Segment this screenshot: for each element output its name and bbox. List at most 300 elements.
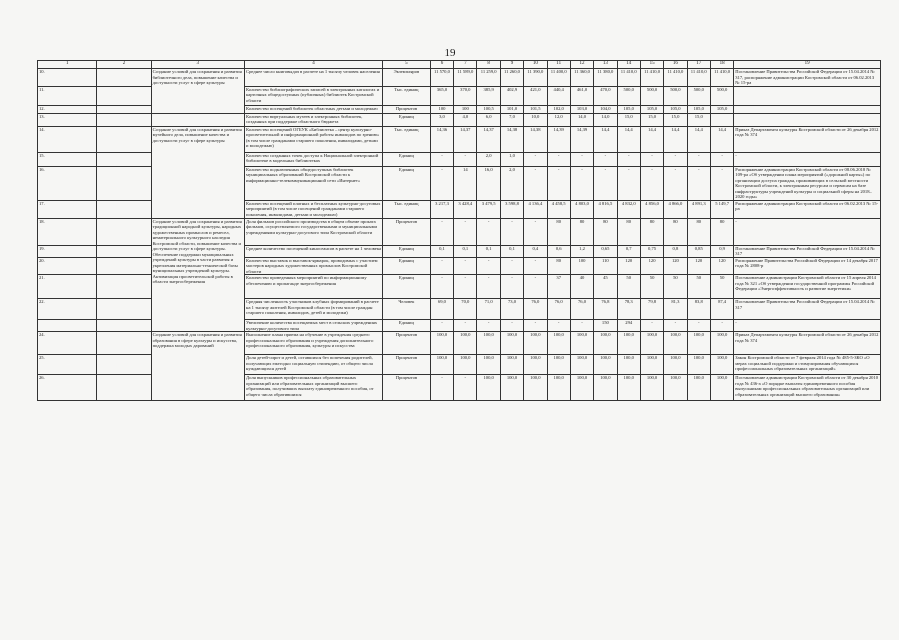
indicator-value: 4,0 — [454, 113, 477, 126]
indicator-name: Увеличение количества посещаемых мест в сельских учреждениях культурно-досугового типа — [245, 320, 383, 332]
indicator-name: Среднее количество посещений киносеансов в расчете на 1 человека — [245, 245, 383, 257]
indicator-value: 100,0 — [430, 355, 453, 375]
indicator-value: 461,0 — [570, 86, 593, 105]
indicator-value: 0,1 — [477, 245, 500, 257]
column-number: 11 — [547, 61, 570, 69]
indicator-value: 45 — [594, 275, 617, 299]
indicator-value: 14,4 — [640, 126, 663, 152]
indicator-value: 11 259,0 — [477, 69, 500, 87]
indicator-value: 50 — [710, 275, 733, 299]
indicator-value: 11 589,0 — [454, 69, 477, 87]
column-number: 3 — [151, 61, 244, 69]
unit-of-measure: Единиц — [383, 113, 431, 126]
table-row — [38, 332, 881, 355]
indicator-value: - — [617, 166, 640, 200]
unit-of-measure: Человек — [383, 299, 431, 320]
legal-basis: Распоряжение администрации Костромской области от 06.02.2013 № 15-ра — [734, 200, 881, 218]
indicator-name: Доля выпускников профессиональных образовательных организаций или образовательных организаций высшего образования, получивших выплату единовременного пособия, от общего числа обратившихся — [245, 375, 383, 401]
column-2-cell — [97, 355, 151, 375]
indicator-value: 80 — [547, 218, 570, 245]
indicator-value: 100,0 — [640, 375, 663, 401]
indicator-value: 0,8 — [664, 245, 687, 257]
indicator-value: 76,0 — [524, 299, 547, 320]
row-number: 18. — [38, 218, 97, 245]
indicator-value: - — [454, 275, 477, 299]
table-row — [38, 126, 881, 152]
indicator-value: 100,0 — [570, 332, 593, 355]
legal-basis: Постановление Правительства Российской Федерации от 15.04.2014 № 317, распоряжение администрации Костромской области от 06.02.2013 № 15-ра — [734, 69, 881, 87]
indicator-value: 294 — [617, 320, 640, 332]
legal-basis: Приказ Департамента культуры Костромской области от 26 декабря 2012 года № 374 — [734, 332, 881, 355]
column-2-cell — [97, 299, 151, 320]
indicator-value: 100,0 — [710, 375, 733, 401]
indicator-value: 120 — [687, 257, 710, 275]
indicator-value: 4 832,0 — [617, 200, 640, 218]
unit-of-measure: Процентов — [383, 332, 431, 355]
unit-of-measure: Единиц — [383, 152, 431, 166]
column-number: 10 — [524, 61, 547, 69]
indicator-value: 2,0 — [477, 152, 500, 166]
indicator-value: 4 891,3 — [687, 200, 710, 218]
indicator-value: 100,0 — [454, 332, 477, 355]
indicator-value: 15,0 — [664, 113, 687, 126]
legal-basis: Постановление администрации Костромской области от 15 апреля 2014 года № 321 «Об утверждении государственной программы Российской Федерации «Энергоэффективность и развитие энергетики» — [734, 275, 881, 299]
indicator-value: - — [524, 152, 547, 166]
indicator-value: 110 — [594, 257, 617, 275]
indicator-value: 0,4 — [524, 245, 547, 257]
indicator-value: 100,0 — [640, 355, 663, 375]
indicator-value: - — [594, 152, 617, 166]
row-number: 13. — [38, 113, 97, 126]
task-group-cell: Создание условий для сохранения и развития музейного дела, повышение качества и доступности услуг в сфере культуры — [151, 126, 244, 218]
column-number: 4 — [245, 61, 383, 69]
indicator-value: 3,0 — [430, 113, 453, 126]
indicator-value: 365,0 — [430, 86, 453, 105]
indicator-value: - — [454, 320, 477, 332]
indicator-value: - — [640, 152, 663, 166]
indicator-value: 50 — [617, 275, 640, 299]
column-number: 9 — [500, 61, 523, 69]
legal-basis: Постановление Правительства Российской Федерации от 15.04.2014 № 317 — [734, 245, 881, 257]
column-number: 1 — [38, 61, 97, 69]
indicator-value: - — [640, 320, 663, 332]
column-2-cell — [97, 126, 151, 152]
indicator-value: 4 458,5 — [547, 200, 570, 218]
indicator-value: 100,0 — [594, 375, 617, 401]
column-number: 12 — [570, 61, 593, 69]
row-number — [38, 320, 97, 332]
table-row — [38, 113, 881, 126]
indicator-value: 105,0 — [640, 105, 663, 113]
indicator-value: 100,0 — [640, 332, 663, 355]
indicator-value: - — [477, 275, 500, 299]
indicator-value: 14,4 — [687, 126, 710, 152]
indicator-name: Количество посещений ОГБУК «Библиотека – центр культурно-просветительной и информационной работы инвалидов по зрению» (в том числе гражданами старшего поколения, инвалидами, детьми и молодежью) — [245, 126, 383, 152]
table-body — [38, 69, 881, 401]
page-number: 19 — [444, 47, 456, 59]
task-group-cell: Создание условий для сохранения и развития образования в сфере культуры и искусства, поддержка молодых дарований — [151, 332, 244, 401]
table-row — [38, 69, 881, 87]
indicator-value: 14,38 — [524, 126, 547, 152]
column-number: 6 — [430, 61, 453, 69]
indicator-value: - — [710, 320, 733, 332]
indicator-value: 76,0 — [570, 299, 593, 320]
indicator-value: 3 598,8 — [500, 200, 523, 218]
indicator-name: Доля фильмов российского производства в общем объеме проката фильмов, осуществляемого государственными и муниципальными учреждениями культурно-досугового типа Костромской области — [245, 218, 383, 245]
indicator-value: 150 — [594, 320, 617, 332]
indicator-value: 2,0 — [500, 166, 523, 200]
row-number: 22. — [38, 299, 97, 320]
row-number: 19. — [38, 245, 97, 257]
indicator-name: Доля детей-сирот и детей, оставшихся без попечения родителей, получающих ежегодно социальную стипендию, от общего числа нуждающихся детей — [245, 355, 383, 375]
indicator-value: 500,0 — [710, 86, 733, 105]
indicator-value: 100,0 — [687, 332, 710, 355]
column-2-cell — [97, 113, 151, 126]
indicator-value: 4 856,0 — [640, 200, 663, 218]
indicator-value: 3 428,4 — [454, 200, 477, 218]
legal-basis: Закон Костромской области от 7 февраля 2014 года № 485-5-ЗКО «О мерах социальной поддержки и стимулирования обучающихся профессиональных образовательных организаций» — [734, 355, 881, 375]
column-number: 17 — [687, 61, 710, 69]
indicator-name: Количество подключенных общедоступных библиотек муниципальных образований Костромской области к информационно-телекоммуникационной сети «Интернет» — [245, 166, 383, 200]
column-2-cell — [97, 200, 151, 218]
indicator-value: 14,37 — [454, 126, 477, 152]
column-2-cell — [97, 69, 151, 87]
indicator-value: 15,0 — [640, 113, 663, 126]
indicator-value: - — [430, 320, 453, 332]
row-number: 17. — [38, 200, 97, 218]
indicator-value: - — [570, 166, 593, 200]
indicator-value: - — [687, 152, 710, 166]
indicator-value: - — [710, 152, 733, 166]
indicator-value: 0,1 — [454, 245, 477, 257]
indicator-value: 14,4 — [664, 126, 687, 152]
indicator-value: 40 — [570, 275, 593, 299]
column-2-cell — [97, 245, 151, 257]
indicator-value: 0,6 — [547, 245, 570, 257]
indicator-value: 11 390,0 — [524, 69, 547, 87]
indicator-value: 100,0 — [547, 355, 570, 375]
indicator-value: 80 — [664, 218, 687, 245]
indicator-value: - — [477, 257, 500, 275]
indicator-value: 80 — [594, 218, 617, 245]
column-2-cell — [97, 257, 151, 275]
indicator-value: 1,2 — [570, 245, 593, 257]
indicator-value: 80 — [710, 218, 733, 245]
indicator-value: 100,0 — [617, 355, 640, 375]
indicator-value: 5 149,7 — [710, 200, 733, 218]
unit-of-measure: Процентов — [383, 105, 431, 113]
indicator-value: 100,0 — [617, 375, 640, 401]
row-number: 20. — [38, 257, 97, 275]
indicator-name: Выполнение плана приема на обучение в учреждения среднего профессионального образования и учреждения дополнительного профессионального образования, культуры и искусства — [245, 332, 383, 355]
indicator-value: 14,4 — [594, 126, 617, 152]
row-number: 26. — [38, 375, 97, 401]
row-number: 25. — [38, 355, 97, 375]
indicator-value: - — [664, 152, 687, 166]
indicator-value: 100,0 — [617, 332, 640, 355]
indicator-value: 4 803,0 — [570, 200, 593, 218]
column-number: 2 — [97, 61, 151, 69]
indicator-value: 71,0 — [477, 299, 500, 320]
indicator-value: - — [430, 375, 453, 401]
row-number: 14. — [38, 126, 97, 152]
indicator-value: 0,9 — [710, 245, 733, 257]
indicator-value: - — [547, 152, 570, 166]
indicator-value: - — [454, 375, 477, 401]
indicator-value: 14,4 — [617, 126, 640, 152]
unit-of-measure: Тыс. единиц — [383, 126, 431, 152]
indicator-value: 80 — [640, 218, 663, 245]
indicator-value: - — [500, 320, 523, 332]
indicator-value: 100,0 — [710, 332, 733, 355]
column-number: 13 — [594, 61, 617, 69]
indicator-value: 11 410,0 — [617, 69, 640, 87]
indicator-value: 470,0 — [594, 86, 617, 105]
indicator-value: 11 380,0 — [594, 69, 617, 87]
indicators-table — [37, 60, 881, 401]
legal-basis — [734, 105, 881, 113]
indicator-name: Количество посещений платных и бесплатных культурно-досуговых мероприятий (в том числе посещений гражданами старшего поколения, инвалидами, детьми и молодежью) — [245, 200, 383, 218]
indicator-value: 500,0 — [687, 86, 710, 105]
indicator-value: 0,85 — [687, 245, 710, 257]
indicator-value: 11 260,0 — [500, 69, 523, 87]
indicator-value: 105,0 — [664, 105, 687, 113]
indicator-value: - — [430, 257, 453, 275]
indicator-value: 50 — [640, 275, 663, 299]
indicator-value: 100,0 — [524, 355, 547, 375]
column-2-cell — [97, 275, 151, 299]
indicator-value: 100,0 — [477, 375, 500, 401]
indicator-value: - — [430, 166, 453, 200]
indicator-value: 440,4 — [547, 86, 570, 105]
indicator-value: 100,0 — [687, 355, 710, 375]
indicator-value — [710, 113, 733, 126]
indicator-value: 101,5 — [524, 105, 547, 113]
indicator-value: - — [430, 218, 453, 245]
indicator-value: 4 866,0 — [664, 200, 687, 218]
column-2-cell — [97, 166, 151, 200]
column-2-cell — [97, 86, 151, 105]
indicator-value: 14,4 — [710, 126, 733, 152]
indicator-value: - — [687, 320, 710, 332]
indicator-value: 81,3 — [664, 299, 687, 320]
legal-basis: Постановление Правительства Российской Федерации от 15.04.2014 № 317 — [734, 299, 881, 320]
indicator-value: 79,8 — [640, 299, 663, 320]
column-2-cell — [97, 320, 151, 332]
legal-basis: Приказ Департамента культуры Костромской области от 26 декабря 2012 года № 374 — [734, 126, 881, 152]
indicator-value: 100,0 — [710, 355, 733, 375]
indicator-value: - — [477, 320, 500, 332]
indicator-value: 80 — [570, 218, 593, 245]
row-number: 10. — [38, 69, 97, 87]
indicator-value: - — [477, 218, 500, 245]
indicator-value: - — [500, 257, 523, 275]
indicator-value: 100,0 — [524, 375, 547, 401]
indicator-value: 16,0 — [477, 166, 500, 200]
indicator-value: 50 — [664, 275, 687, 299]
task-group-cell: Создание условий для сохранения и развития библиотечного дела, повышение качества и доступности услуг в сфере культуры — [151, 69, 244, 114]
column-number: 5 — [383, 61, 431, 69]
indicator-value: 1,0 — [500, 152, 523, 166]
indicator-value: 11 410,0 — [687, 69, 710, 87]
indicator-value: - — [617, 152, 640, 166]
indicator-name: Среднее число книговыдач в расчете на 1 тысячу человек населения — [245, 69, 383, 87]
indicator-value: - — [454, 218, 477, 245]
column-number: 15 — [640, 61, 663, 69]
indicator-value: 80 — [687, 218, 710, 245]
indicator-name: Количество посещений библиотек областных детьми и молодежью — [245, 105, 383, 113]
unit-of-measure: Экземпляров — [383, 69, 431, 87]
indicator-value: 76,0 — [547, 299, 570, 320]
column-number: 19 — [734, 61, 881, 69]
indicator-value: - — [687, 166, 710, 200]
indicator-value: - — [500, 218, 523, 245]
legal-basis — [734, 86, 881, 105]
indicator-value: 14 — [454, 166, 477, 200]
indicator-value: - — [570, 320, 593, 332]
column-number-row — [38, 61, 881, 69]
indicator-name: Количество библиографических записей в электронных каталогах и карточных общедоступных (публичных) библиотек Костромской области — [245, 86, 383, 105]
indicator-value: 100,5 — [477, 105, 500, 113]
column-number: 8 — [477, 61, 500, 69]
indicator-value: 120 — [710, 257, 733, 275]
indicator-value: 14,0 — [594, 113, 617, 126]
indicator-value: - — [524, 257, 547, 275]
indicator-value: 80 — [547, 257, 570, 275]
indicator-value: 421,0 — [524, 86, 547, 105]
indicator-value: 100,0 — [594, 355, 617, 375]
indicator-value: 12,0 — [547, 113, 570, 126]
indicator-value: 6,0 — [477, 113, 500, 126]
indicator-value: - — [664, 166, 687, 200]
indicator-value: - — [430, 275, 453, 299]
indicator-value: 100 — [570, 257, 593, 275]
indicator-value: 100 — [430, 105, 453, 113]
indicator-value: 100,0 — [570, 375, 593, 401]
indicator-value: 87,4 — [710, 299, 733, 320]
indicator-value: - — [664, 320, 687, 332]
indicator-value: 500,0 — [640, 86, 663, 105]
indicator-value: 14,38 — [500, 126, 523, 152]
row-number: 12. — [38, 105, 97, 113]
indicator-value: 37 — [547, 275, 570, 299]
indicator-value: - — [500, 275, 523, 299]
indicator-name: Количество проведенных мероприятий по информационному обеспечению и пропаганде энергосбережения — [245, 275, 383, 299]
indicator-value: 73,0 — [500, 299, 523, 320]
column-number: 14 — [617, 61, 640, 69]
indicator-value: 14,39 — [570, 126, 593, 152]
indicator-value: 101,0 — [500, 105, 523, 113]
indicator-value: 0,7 — [617, 245, 640, 257]
indicator-value: 120 — [617, 257, 640, 275]
indicator-name: Количество виртуальных музеев и электронных библиотек, созданных при поддержке областного бюджета — [245, 113, 383, 126]
indicator-value: 100,0 — [500, 332, 523, 355]
unit-of-measure: Тыс. единиц — [383, 86, 431, 105]
legal-basis: Распоряжение администрации Костромской области от 08.06.2018 № 109-ра «Об утверждении плана мероприятий («дорожной карты») по организации доступа граждан, проживающих в сельской местности Костромской области, к электронным ресурсам и сервисам на базе инфраструктуры учреждений культуры и социальной сферы на 2018–2020 годы» — [734, 166, 881, 200]
unit-of-measure: Процентов — [383, 375, 431, 401]
indicator-value: 385,9 — [477, 86, 500, 105]
indicator-value: 7,0 — [500, 113, 523, 126]
unit-of-measure: Единиц — [383, 320, 431, 332]
row-number: 15. — [38, 152, 97, 166]
indicator-value: 100,0 — [524, 332, 547, 355]
column-2-cell — [97, 375, 151, 401]
indicator-value: 120 — [664, 257, 687, 275]
column-number: 18 — [710, 61, 733, 69]
task-group-cell — [151, 113, 244, 126]
indicator-value: - — [454, 152, 477, 166]
indicator-value: 103,0 — [570, 105, 593, 113]
indicator-value: - — [547, 166, 570, 200]
indicator-value: 14,0 — [570, 113, 593, 126]
indicator-value: 15,0 — [687, 113, 710, 126]
indicator-value: - — [640, 166, 663, 200]
indicator-value: 100,0 — [430, 332, 453, 355]
column-number: 16 — [664, 61, 687, 69]
indicator-value: - — [524, 166, 547, 200]
indicator-value: 402,9 — [500, 86, 523, 105]
indicator-value: 4 136,4 — [524, 200, 547, 218]
indicator-value: 100,0 — [664, 375, 687, 401]
indicator-value: - — [454, 257, 477, 275]
unit-of-measure: Процентов — [383, 218, 431, 245]
indicator-value: 500,0 — [664, 86, 687, 105]
indicator-value: - — [524, 218, 547, 245]
legal-basis — [734, 113, 881, 126]
indicator-value: - — [710, 166, 733, 200]
row-number: 21. — [38, 275, 97, 299]
indicator-value: 78,3 — [617, 299, 640, 320]
indicator-value: - — [594, 166, 617, 200]
indicator-value: 100,0 — [500, 375, 523, 401]
unit-of-measure: Единиц — [383, 245, 431, 257]
indicator-value: - — [547, 320, 570, 332]
legal-basis: Постановление администрации Костромской области от 30 декабря 2010 года № 436-а «О порядке выплаты единовременного пособия выпускникам профессиональных образовательных организаций или образовательных организаций высшего образования» — [734, 375, 881, 401]
indicator-value: 104,0 — [594, 105, 617, 113]
indicator-value: 14,39 — [547, 126, 570, 152]
indicator-value: 100,0 — [477, 332, 500, 355]
indicator-value: - — [524, 320, 547, 332]
indicator-value: 80 — [617, 218, 640, 245]
indicator-value: 11 410,0 — [710, 69, 733, 87]
indicator-value: 100,0 — [687, 375, 710, 401]
indicator-value: 11 410,0 — [640, 69, 663, 87]
indicator-value: 102,0 — [547, 105, 570, 113]
unit-of-measure: Единиц — [383, 166, 431, 200]
row-number: 16. — [38, 166, 97, 200]
column-2-cell — [97, 152, 151, 166]
indicator-value: 0,1 — [430, 245, 453, 257]
indicator-value: 14,36 — [430, 126, 453, 152]
indicator-value: 100,0 — [570, 355, 593, 375]
indicator-value: 500,0 — [617, 86, 640, 105]
indicator-value: - — [570, 152, 593, 166]
indicator-name: Средняя численность участников клубных формирований в расчете на 1 тысячу жителей Костромской области (в том числе граждан старшего поколения, инвалидов, детей и молодежи) — [245, 299, 383, 320]
indicator-value: 10,0 — [524, 113, 547, 126]
indicator-value: 105,0 — [710, 105, 733, 113]
indicator-value: 3 217,3 — [430, 200, 453, 218]
unit-of-measure: Тыс. единиц — [383, 200, 431, 218]
indicator-value: 3 479,5 — [477, 200, 500, 218]
indicator-value: 100,0 — [477, 355, 500, 375]
indicator-value: 14,37 — [477, 126, 500, 152]
indicator-value: 11 570,0 — [430, 69, 453, 87]
indicator-value: 50 — [687, 275, 710, 299]
task-group-cell: Создание условий для сохранения и развития традиционной народной культуры, народных художественных промыслов и ремесел, нематериального культурного наследия Костромской области, повышение качества и доступности услуг в сфере культуры. Обеспечение поддержки муниципальных учреждений культуры в части развития и укрепления материально-технической базы муниципальных учреждений культуры. Активизация просветительской работы в области энергосбережения — [151, 218, 244, 332]
indicator-value: 0,1 — [500, 245, 523, 257]
indicator-value: 70,0 — [454, 299, 477, 320]
indicator-value: 100,0 — [664, 332, 687, 355]
